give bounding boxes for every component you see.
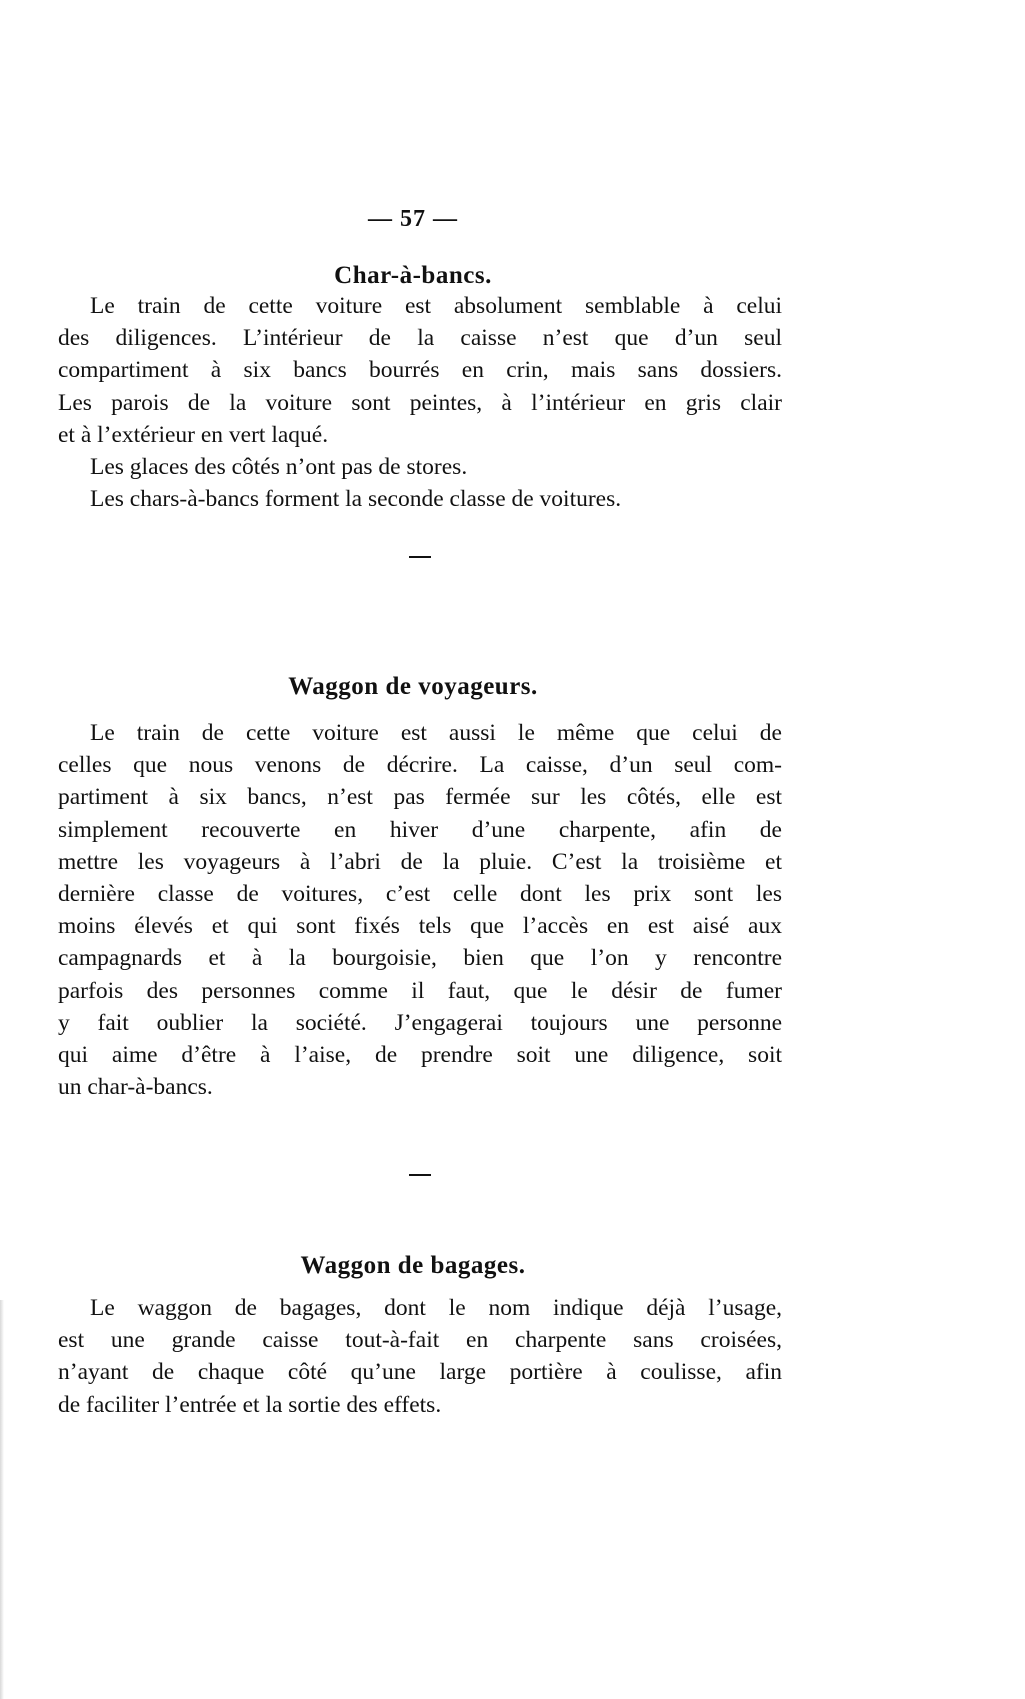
text-line: qui aime d’être à l’aise, de prendre soit une diligence, soit xyxy=(58,1042,782,1069)
section-title-waggon-de-voyageurs: Waggon de voyageurs. xyxy=(288,673,538,700)
text-line: Le train de cette voiture est aussi le même que celui de xyxy=(90,720,782,746)
page-edge-shadow xyxy=(0,1300,4,1699)
section-separator xyxy=(409,556,431,558)
page-number: — 57 — xyxy=(368,206,458,232)
text-line: partiment à six bancs, n’est pas fermée sur les côtés, elle est xyxy=(58,784,782,811)
text-line: un char-à-bancs. xyxy=(58,1074,213,1101)
text-line: n’ayant de chaque côté qu’une large portière à coulisse, afin xyxy=(58,1359,782,1386)
section-title-char-a-bancs: Char-à-bancs. xyxy=(334,262,492,289)
paragraph-waggon-de-voyageurs xyxy=(58,717,782,1103)
section-title-waggon-de-bagages: Waggon de bagages. xyxy=(300,1252,526,1279)
text-line: compartiment à six bancs bourrés en crin, mais sans dossiers. xyxy=(58,357,782,384)
paragraph-waggon-de-bagages xyxy=(58,1292,782,1421)
paragraph-char-a-bancs-classe xyxy=(58,483,782,515)
text-line: de faciliter l’entrée et la sortie des effets. xyxy=(58,1391,442,1418)
text-line: des diligences. L’intérieur de la caisse n’est que d’un seul xyxy=(58,325,782,352)
paragraph-char-a-bancs-description xyxy=(58,290,782,451)
text-line: Le train de cette voiture est absolument semblable à celui xyxy=(90,293,782,319)
text-line: campagnards et à la bourgoisie, bien que l’on y rencontre xyxy=(58,945,782,972)
text-line: Les glaces des côtés n’ont pas de stores. xyxy=(90,454,468,480)
paragraph-char-a-bancs-glaces xyxy=(58,451,782,483)
text-line: Les parois de la voiture sont peintes, à l’intérieur en gris clair xyxy=(58,389,782,416)
text-line: Le waggon de bagages, dont le nom indique déjà l’usage, xyxy=(90,1295,782,1321)
text-line: Les chars-à-bancs forment la seconde classe de voitures. xyxy=(90,486,622,512)
text-line: simplement recouverte en hiver d’une charpente, afin de xyxy=(58,816,782,843)
text-line: y fait oublier la société. J’engagerai toujours une personne xyxy=(58,1009,782,1036)
text-line: et à l’extérieur en vert laqué. xyxy=(58,421,329,448)
section-separator xyxy=(409,1174,431,1176)
text-line: mettre les voyageurs à l’abri de la pluie. C’est la troisième et xyxy=(58,848,782,875)
text-line: dernière classe de voitures, c’est celle dont les prix sont les xyxy=(58,881,782,908)
text-line: parfois des personnes comme il faut, que le désir de fumer xyxy=(58,977,782,1004)
text-line: moins élevés et qui sont fixés tels que l’accès en est aisé aux xyxy=(58,913,782,940)
text-line: celles que nous venons de décrire. La caisse, d’un seul com- xyxy=(58,752,782,779)
text-line: est une grande caisse tout-à-fait en charpente sans croisées, xyxy=(58,1327,782,1354)
